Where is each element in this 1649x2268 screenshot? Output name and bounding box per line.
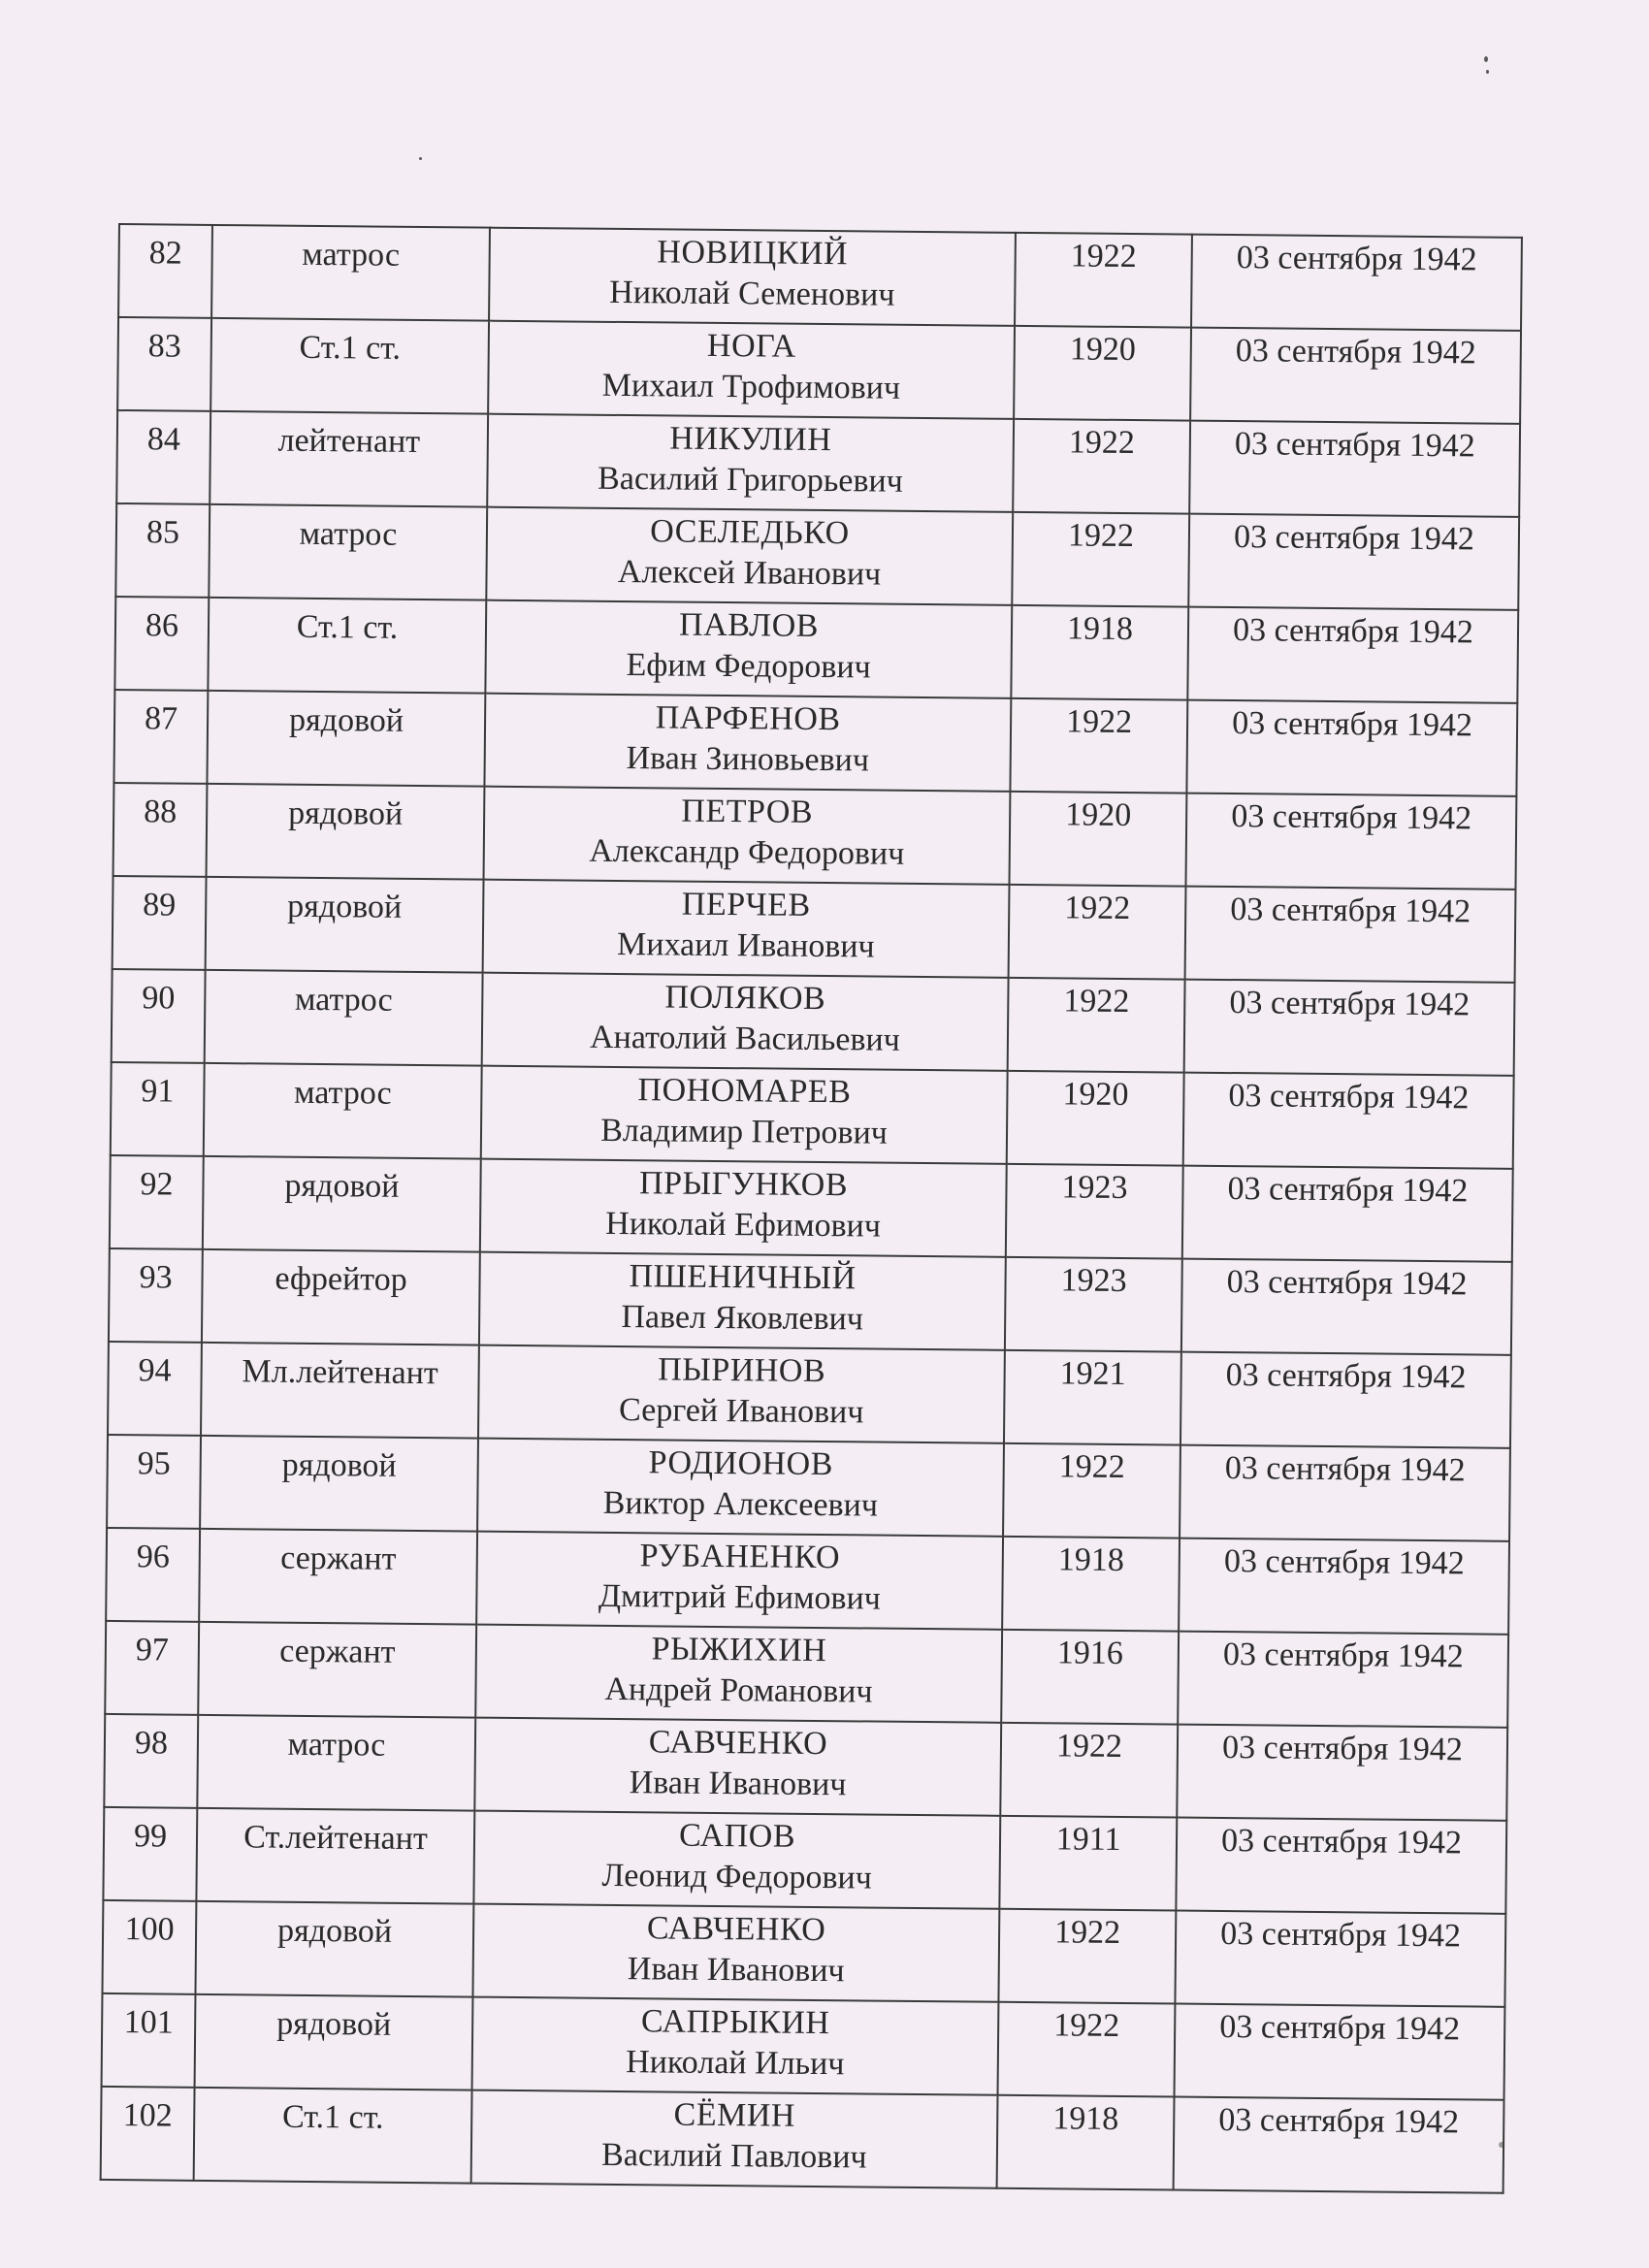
death-date-cell: 03 сентября 1942: [1183, 1073, 1514, 1169]
rank-cell: рядовой: [207, 784, 485, 880]
rank-cell: Мл.лейтенант: [201, 1343, 479, 1439]
row-number-cell: 100: [102, 1900, 196, 1994]
birth-year-cell: 1918: [1011, 605, 1188, 700]
given-names: Михаил Иванович: [616, 925, 875, 965]
row-number-cell: 98: [104, 1714, 198, 1808]
rank-cell: матрос: [209, 504, 487, 600]
birth-year-cell: 1922: [1003, 1443, 1180, 1539]
surname: ПЕТРОВ: [681, 793, 814, 830]
rank-cell: Ст.1 ст.: [208, 598, 486, 694]
given-names: Иван Зиновьевич: [626, 740, 870, 779]
table-row: [101, 2087, 1504, 2193]
given-names: Николай Ефимович: [605, 1205, 882, 1245]
rank-cell: рядовой: [203, 1156, 481, 1252]
row-number-cell: 84: [116, 410, 210, 504]
birth-year-cell: 1922: [1010, 698, 1187, 794]
scan-speck: [1486, 70, 1489, 74]
row-number-cell: 86: [114, 597, 209, 691]
birth-year-cell: 1922: [1013, 419, 1190, 514]
table-row: [113, 690, 1517, 796]
row-number-cell: 97: [105, 1621, 199, 1715]
birth-year-cell: 1922: [998, 2002, 1176, 2097]
birth-year-cell: 1916: [1001, 1630, 1179, 1725]
rank-cell: рядовой: [207, 691, 485, 787]
row-number-cell: 87: [113, 690, 208, 784]
death-date-cell: 03 сентября 1942: [1174, 2097, 1504, 2193]
surname: РУБАНЕНКО: [639, 1538, 841, 1576]
given-names: Ефим Федорович: [626, 647, 871, 686]
surname: ПОЛЯКОВ: [664, 979, 826, 1018]
given-names: Виктор Алексеевич: [602, 1484, 879, 1524]
surname: САВЧЕНКО: [648, 1724, 828, 1763]
surname: ПОНОМАРЕВ: [637, 1072, 852, 1111]
table-row: [106, 1528, 1509, 1635]
row-number-cell: 95: [107, 1435, 201, 1529]
surname: ПАРФЕНОВ: [655, 699, 841, 738]
death-date-cell: 03 сентября 1942: [1185, 887, 1516, 983]
row-number-cell: 82: [118, 224, 212, 318]
rank-cell: сержант: [198, 1622, 476, 1718]
scan-speck: [419, 157, 422, 160]
name-cell: [489, 228, 1016, 326]
name-cell: [478, 1345, 1005, 1443]
row-number-cell: 99: [103, 1807, 197, 1901]
birth-year-cell: 1921: [1004, 1350, 1181, 1445]
row-number-cell: 94: [108, 1342, 202, 1436]
surname: СЁМИН: [673, 2096, 796, 2134]
death-date-cell: 03 сентября 1942: [1182, 1166, 1513, 1262]
table-row: [110, 1155, 1513, 1262]
given-names: Анатолий Васильевич: [589, 1019, 901, 1058]
rank-cell: Ст.лейтенант: [196, 1808, 474, 1904]
given-names: Василий Павлович: [600, 2136, 867, 2176]
name-cell: [487, 414, 1014, 512]
given-names: Дмитрий Ефимович: [598, 1577, 882, 1617]
table-row: [109, 1248, 1512, 1355]
birth-year-cell: 1911: [999, 1816, 1177, 1911]
name-cell: [472, 1997, 999, 2095]
death-date-cell: 03 сентября 1942: [1190, 328, 1521, 424]
table-row: [116, 410, 1520, 517]
row-number-cell: 101: [102, 1993, 196, 2088]
death-date-cell: 03 сентября 1942: [1189, 421, 1520, 517]
given-names: Андрей Романович: [604, 1670, 873, 1710]
death-date-cell: 03 сентября 1942: [1180, 1352, 1511, 1448]
table-row: [103, 1807, 1506, 1914]
table-row: [102, 1993, 1505, 2100]
birth-year-cell: 1922: [1009, 885, 1186, 980]
death-date-cell: 03 сентября 1942: [1191, 235, 1522, 331]
name-cell: [471, 2090, 998, 2188]
death-date-cell: 03 сентября 1942: [1187, 607, 1518, 703]
rank-cell: матрос: [205, 970, 483, 1066]
rank-cell: рядовой: [206, 877, 484, 973]
table-row: [112, 969, 1515, 1076]
given-names: Леонид Федорович: [601, 1857, 872, 1896]
birth-year-cell: 1918: [1002, 1537, 1180, 1632]
table-row: [115, 503, 1519, 610]
birth-year-cell: 1922: [1012, 512, 1189, 607]
casualty-list-table: [100, 223, 1523, 2194]
row-number-cell: 96: [106, 1528, 200, 1622]
name-cell: [477, 1439, 1004, 1537]
given-names: Александр Федорович: [589, 832, 905, 872]
name-cell: [474, 1718, 1001, 1816]
given-names: Василий Григорьевич: [597, 460, 903, 500]
name-cell: [475, 1625, 1002, 1723]
rank-cell: лейтенант: [210, 411, 488, 507]
rank-cell: матрос: [204, 1063, 482, 1159]
birth-year-cell: 1920: [1007, 1071, 1184, 1166]
rank-cell: Ст.1 ст.: [210, 318, 489, 414]
surname: САВЧЕНКО: [646, 1910, 826, 1949]
name-cell: [484, 694, 1011, 792]
rank-cell: матрос: [197, 1715, 475, 1811]
table-row: [111, 1062, 1514, 1169]
row-number-cell: 89: [113, 876, 207, 970]
casualty-list-table-wrapper: [100, 223, 1511, 2194]
rank-cell: ефрейтор: [202, 1249, 480, 1345]
name-cell: [479, 1252, 1006, 1350]
table-row: [114, 597, 1518, 703]
table-row: [113, 783, 1517, 890]
table-row: [107, 1435, 1510, 1541]
table-row: [105, 1621, 1508, 1728]
name-cell: [483, 880, 1010, 978]
surname: РЫЖИХИН: [651, 1631, 827, 1669]
name-cell: [485, 600, 1012, 698]
rank-cell: Ст.1 ст.: [194, 2088, 472, 2184]
surname: НИКУЛИН: [669, 420, 832, 459]
row-number-cell: 91: [111, 1062, 205, 1156]
death-date-cell: 03 сентября 1942: [1188, 514, 1519, 610]
birth-year-cell: 1922: [1015, 233, 1192, 328]
death-date-cell: 03 сентября 1942: [1176, 1818, 1506, 1914]
surname: САПРЫКИН: [640, 2003, 830, 2042]
rank-cell: матрос: [211, 225, 490, 321]
death-date-cell: 03 сентября 1942: [1184, 980, 1515, 1076]
surname: САПОВ: [678, 1817, 796, 1855]
birth-year-cell: 1923: [1006, 1164, 1183, 1259]
rank-cell: сержант: [199, 1529, 477, 1625]
birth-year-cell: 1918: [997, 2095, 1175, 2190]
table-row: [102, 1900, 1505, 2007]
given-names: Михаил Трофимович: [601, 367, 901, 406]
row-number-cell: 102: [101, 2087, 195, 2181]
given-names: Сергей Иванович: [618, 1392, 864, 1431]
scan-speck: [1484, 56, 1488, 62]
row-number-cell: 93: [109, 1248, 203, 1343]
row-number-cell: 85: [115, 503, 210, 598]
death-date-cell: 03 сентября 1942: [1186, 700, 1517, 796]
name-cell: [473, 1811, 1000, 1909]
rank-cell: рядовой: [200, 1436, 478, 1532]
surname: ПШЕНИЧНЫЙ: [629, 1258, 857, 1297]
row-number-cell: 83: [117, 317, 211, 411]
name-cell: [476, 1532, 1003, 1630]
given-names: Владимир Петрович: [600, 1112, 889, 1151]
death-date-cell: 03 сентября 1942: [1175, 1911, 1505, 2007]
table-body: [101, 224, 1522, 2193]
surname: ПРЫГУНКОВ: [638, 1165, 849, 1204]
death-date-cell: 03 сентября 1942: [1180, 1445, 1510, 1541]
surname: НОВИЦКИЙ: [657, 234, 849, 273]
death-date-cell: 03 сентября 1942: [1179, 1539, 1509, 1635]
given-names: Алексей Иванович: [617, 553, 882, 593]
birth-year-cell: 1920: [1014, 326, 1191, 421]
death-date-cell: 03 сентября 1942: [1177, 1725, 1507, 1821]
row-number-cell: 92: [110, 1155, 204, 1249]
surname: НОГА: [706, 327, 796, 365]
rank-cell: рядовой: [195, 1901, 473, 1997]
surname: ПЕРЧЕВ: [681, 886, 811, 923]
table-row: [118, 224, 1522, 331]
name-cell: [482, 973, 1009, 1071]
row-number-cell: 90: [112, 969, 206, 1063]
table-row: [117, 317, 1521, 424]
name-cell: [488, 321, 1015, 419]
given-names: Иван Иванович: [627, 1951, 845, 1990]
given-names: Николай Ильич: [626, 2044, 845, 2083]
name-cell: [480, 1159, 1007, 1257]
table-row: [108, 1342, 1511, 1448]
name-cell: [481, 1066, 1008, 1164]
rank-cell: рядовой: [195, 1994, 473, 2090]
birth-year-cell: 1923: [1005, 1257, 1182, 1352]
row-number-cell: 88: [113, 783, 208, 877]
birth-year-cell: 1920: [1009, 792, 1186, 887]
surname: РОДИОНОВ: [648, 1444, 834, 1483]
name-cell: [486, 507, 1013, 605]
death-date-cell: 03 сентября 1942: [1181, 1259, 1512, 1355]
table-row: [113, 876, 1516, 983]
birth-year-cell: 1922: [1008, 978, 1185, 1073]
name-cell: [472, 1904, 999, 2002]
given-names: Николай Семенович: [609, 274, 895, 313]
name-cell: [484, 787, 1011, 885]
surname: ПАВЛОВ: [678, 606, 820, 644]
death-date-cell: 03 сентября 1942: [1178, 1632, 1508, 1728]
birth-year-cell: 1922: [1000, 1723, 1178, 1818]
birth-year-cell: 1922: [998, 1909, 1176, 2004]
death-date-cell: 03 сентября 1942: [1185, 794, 1516, 890]
table-row: [104, 1714, 1507, 1821]
surname: ОСЕЛЕДЬКО: [650, 513, 850, 552]
death-date-cell: 03 сентября 1942: [1175, 2004, 1505, 2100]
given-names: Иван Иванович: [629, 1765, 847, 1803]
given-names: Павел Яковлевич: [621, 1299, 864, 1338]
surname: ПЫРИНОВ: [658, 1351, 826, 1390]
